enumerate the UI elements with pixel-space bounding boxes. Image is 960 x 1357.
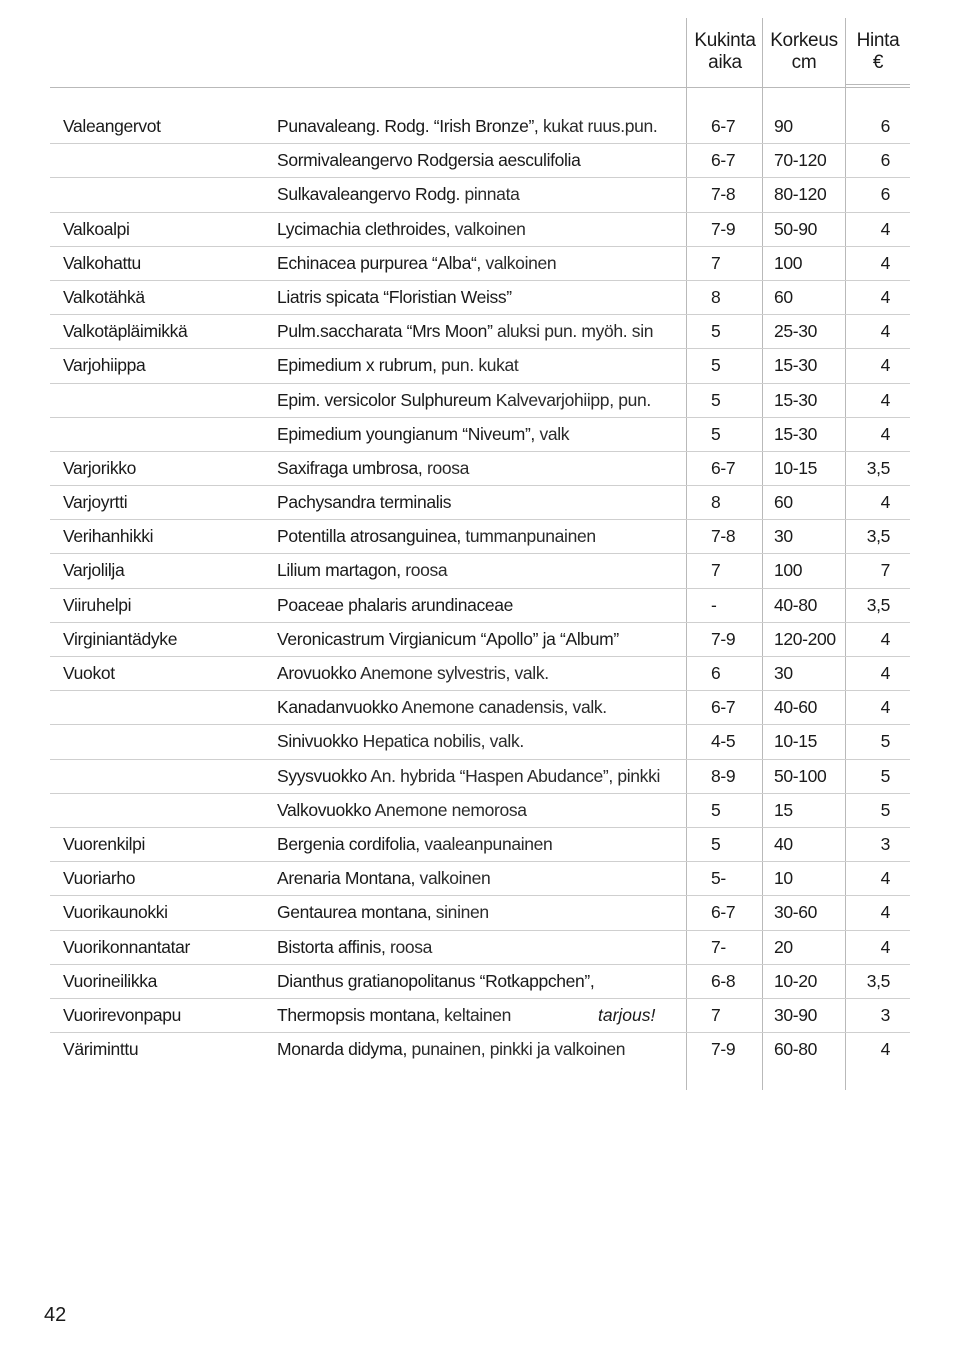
table-row (0, 314, 960, 348)
plant-height: 10-15 (774, 457, 818, 478)
price: 4 (880, 663, 890, 683)
price: 4 (880, 218, 890, 239)
price: 4 (880, 252, 890, 273)
price: 4 (880, 286, 890, 307)
price: 5 (880, 799, 890, 820)
table-row (0, 143, 960, 177)
bloom-time: 8 (711, 492, 721, 513)
price: 4 (880, 697, 890, 718)
table-row (0, 519, 960, 553)
price: 4 (880, 389, 890, 410)
plant-scientific-name: Saxifraga umbrosa, (277, 457, 423, 478)
table-row (0, 417, 960, 451)
plant-common-name: Valkotähkä (63, 286, 145, 307)
price-header-line1: Hinta (856, 30, 900, 51)
row-divider (50, 143, 910, 144)
bloom-time: 7 (711, 560, 721, 581)
plant-table (0, 109, 960, 1066)
plant-description (277, 390, 651, 410)
plant-height: 30 (774, 526, 793, 547)
plant-description-note: , keltainen (435, 1004, 512, 1025)
plant-scientific-name: Liatris spicata “Floristian Weiss” (277, 286, 512, 307)
plant-description (277, 663, 549, 683)
table-row (0, 656, 960, 690)
plant-height: 60-80 (774, 1039, 818, 1060)
plant-description (277, 184, 519, 204)
plant-description-note: valkoinen (480, 252, 557, 273)
row-divider (50, 588, 910, 589)
plant-common-name: Valkoalpi (63, 218, 130, 239)
bloom-time: 5 (711, 389, 721, 410)
bloom-time: 7 (711, 1004, 721, 1025)
plant-description (277, 253, 556, 273)
plant-description-note: punainen, pinkki ja valkoinen (406, 1039, 626, 1060)
price: 6 (880, 184, 890, 205)
plant-common-name: Varjorikko (63, 457, 137, 478)
plant-height: 30-90 (774, 1004, 818, 1025)
plant-description-note: An. hybrida “Haspen Abudance”, pinkki (366, 765, 661, 786)
plant-description (277, 902, 489, 922)
table-row (0, 485, 960, 519)
plant-description (277, 287, 512, 307)
plant-height: 10-15 (774, 731, 818, 752)
price: 4 (880, 321, 890, 342)
price-header-line2: € (872, 52, 884, 73)
table-row (0, 383, 960, 417)
table-row (0, 724, 960, 758)
bloom-time: 7 (711, 252, 721, 273)
row-divider (50, 622, 910, 623)
bloom-time: 6-7 (711, 697, 736, 718)
plant-height: 30 (774, 663, 793, 683)
height-header (765, 30, 843, 74)
plant-height: 15 (774, 799, 793, 820)
plant-description (277, 868, 490, 888)
table-row (0, 109, 960, 143)
plant-height: 70-120 (774, 150, 827, 171)
plant-common-name: Vuorirevonpapu (63, 1004, 182, 1025)
plant-description-note: Anemone sylvestris, valk. (356, 663, 549, 683)
bloom-time: 7-8 (711, 526, 736, 547)
table-row (0, 246, 960, 280)
table-row (0, 212, 960, 246)
bloom-time: 5 (711, 321, 721, 342)
plant-height: 15-30 (774, 389, 818, 410)
table-row (0, 553, 960, 587)
bloom-time: 5 (711, 833, 721, 854)
table-row (0, 861, 960, 895)
plant-description-note: Anemone nemorosa (371, 799, 527, 820)
plant-description (277, 424, 569, 444)
plant-height: 60 (774, 492, 793, 513)
plant-scientific-name: Valkovuokko (277, 799, 372, 820)
price: 3 (880, 833, 890, 854)
plant-description (277, 834, 552, 854)
plant-scientific-name: Bergenia cordifolia, (277, 833, 420, 854)
plant-description (277, 766, 660, 786)
table-row (0, 348, 960, 382)
plant-scientific-name: Monarda didyma, (277, 1039, 407, 1060)
price: 4 (880, 902, 890, 923)
plant-description-note: roosa (385, 936, 433, 957)
row-divider (50, 246, 910, 247)
plant-scientific-name: Poaceae phalaris arundinaceae (277, 594, 514, 615)
row-divider (50, 793, 910, 794)
plant-scientific-name: Punavaleang. Rodg. “Irish Bronze”, (277, 116, 539, 136)
plant-scientific-name: Veronicastrum Virgianicum “Apollo” ja “Album” (277, 628, 619, 649)
plant-description (277, 150, 580, 170)
bloom-time: 6-7 (711, 150, 736, 171)
bloom-time: 7-9 (711, 628, 736, 649)
price: 4 (880, 492, 890, 513)
plant-description (277, 219, 526, 239)
row-divider (50, 485, 910, 486)
plant-scientific-name: Sinivuokko (277, 731, 359, 752)
plant-scientific-name: Epimedium youngianum “Niveum”, (277, 423, 535, 444)
table-row (0, 827, 960, 861)
plant-scientific-name: Epim. versicolor Sulphureum (277, 389, 492, 410)
row-divider (50, 724, 910, 725)
plant-scientific-name: Lycimachia clethroides, (277, 218, 451, 239)
row-divider (50, 417, 910, 418)
price-header (848, 30, 908, 74)
plant-height: 10-20 (774, 970, 818, 991)
row-divider (50, 1032, 910, 1033)
bloom-time: 6-8 (711, 970, 736, 991)
row-divider (50, 314, 910, 315)
plant-height: 50-100 (774, 765, 827, 786)
plant-description-note: pun. kukat (436, 355, 519, 376)
row-divider (50, 553, 910, 554)
plant-description (277, 321, 653, 341)
plant-description (277, 116, 657, 136)
plant-description (277, 458, 469, 478)
offer-label: tarjous! (598, 1004, 656, 1025)
plant-description (277, 731, 524, 751)
plant-description-note: valkoinen (450, 218, 526, 239)
plant-scientific-name: Pachysandra terminalis (277, 492, 452, 513)
plant-description-note: roosa (422, 457, 469, 478)
plant-description (277, 526, 596, 546)
plant-description-note: valkoinen (415, 868, 491, 889)
plant-description (277, 492, 451, 512)
plant-height: 90 (774, 116, 793, 136)
table-row (0, 280, 960, 314)
bloom-time-header (691, 30, 759, 74)
table-top-rule (50, 87, 910, 88)
plant-common-name: Valkotäpläimikkä (63, 321, 188, 342)
row-divider (50, 998, 910, 999)
plant-description-note: pinnata (459, 184, 520, 205)
plant-common-name: Vuorikaunokki (63, 902, 168, 923)
plant-description (277, 560, 447, 580)
plant-description (277, 697, 607, 717)
plant-scientific-name: Bistorta affinis, (277, 936, 386, 957)
bloom-time: 7-9 (711, 1039, 736, 1060)
row-divider (50, 690, 910, 691)
plant-scientific-name: Sulkavaleangervo Rodg. (277, 184, 460, 205)
plant-height: 40-60 (774, 697, 818, 718)
price: 3,5 (866, 594, 890, 615)
plant-scientific-name: Lilium martagon, (277, 560, 401, 581)
row-divider (50, 656, 910, 657)
plant-height: 40 (774, 833, 793, 854)
plant-common-name: Valkohattu (63, 252, 141, 273)
price: 3 (880, 1004, 890, 1025)
plant-description-note: valk (534, 423, 570, 444)
plant-common-name: Viiruhelpi (63, 594, 132, 615)
table-row (0, 930, 960, 964)
plant-height: 50-90 (774, 218, 818, 239)
plant-description (277, 595, 513, 615)
plant-description (277, 1039, 625, 1059)
bloom-time: 7-9 (711, 218, 736, 239)
plant-common-name: Varjolilja (63, 560, 125, 581)
plant-height: 80-120 (774, 184, 827, 205)
plant-height: 25-30 (774, 321, 818, 342)
row-divider (50, 827, 910, 828)
height-header-line1: Korkeus (770, 30, 838, 51)
price: 3,5 (866, 526, 890, 547)
plant-height: 100 (774, 252, 803, 273)
plant-common-name: Vuokot (63, 663, 115, 683)
bloom-time: 6-7 (711, 902, 736, 923)
plant-scientific-name: Epimedium x rubrum, (277, 355, 437, 376)
price: 4 (880, 423, 890, 444)
row-divider (50, 895, 910, 896)
bloom-time: 6-7 (711, 116, 736, 136)
row-divider (50, 280, 910, 281)
plant-scientific-name: Arovuokko (277, 663, 357, 683)
row-divider (50, 930, 910, 931)
row-divider (50, 861, 910, 862)
plant-height: 40-80 (774, 594, 818, 615)
table-row (0, 1032, 960, 1066)
table-row (0, 793, 960, 827)
bloom-time: 8 (711, 286, 721, 307)
price: 3,5 (866, 970, 890, 991)
bloom-time: 5 (711, 799, 721, 820)
plant-scientific-name: Thermopsis montana (277, 1004, 436, 1025)
plant-description-note: roosa (400, 560, 448, 581)
plant-scientific-name: Syysvuokko (277, 765, 367, 786)
bloom-time: 7- (711, 936, 726, 957)
page-number: 42 (44, 1304, 67, 1326)
row-divider (50, 177, 910, 178)
plant-common-name: Varjoyrtti (63, 492, 128, 513)
table-row (0, 588, 960, 622)
plant-scientific-name: Pulm.saccharata “Mrs Moon” (277, 321, 493, 342)
row-divider (50, 519, 910, 520)
plant-common-name: Vuoriarho (63, 868, 136, 889)
plant-common-name: Vuorikonnantatar (63, 936, 191, 957)
plant-description (277, 629, 619, 649)
table-row (0, 759, 960, 793)
table-row (0, 895, 960, 929)
row-divider (50, 451, 910, 452)
plant-description (277, 800, 527, 820)
plant-common-name: Virginiantädyke (63, 628, 178, 649)
plant-height: 60 (774, 286, 793, 307)
plant-description-note: sininen (431, 902, 489, 923)
header-divider (845, 84, 910, 85)
plant-height: 20 (774, 936, 793, 957)
row-divider (50, 383, 910, 384)
bloom-time: 5 (711, 355, 721, 376)
table-row (0, 451, 960, 485)
plant-scientific-name: Echinacea purpurea “Alba“, (277, 252, 481, 273)
price: 4 (880, 355, 890, 376)
price: 4 (880, 868, 890, 889)
plant-description-note: Kalvevarjohiipp, pun. (491, 389, 651, 410)
plant-description (277, 971, 594, 991)
plant-common-name: Vuorineilikka (63, 970, 158, 991)
plant-description (277, 355, 518, 375)
plant-description-note: aluksi pun. myöh. sin (492, 321, 654, 342)
price: 4 (880, 936, 890, 957)
bloom-time: 4-5 (711, 731, 736, 752)
plant-common-name: Valeangervot (63, 116, 161, 136)
plant-scientific-name: Dianthus gratianopolitanus “Rotkappchen”, (277, 970, 595, 991)
price: 5 (880, 765, 890, 786)
plant-description-note: Anemone canadensis, valk. (397, 697, 607, 718)
bloom-time: 7-8 (711, 184, 736, 205)
height-header-line2: cm (791, 52, 817, 73)
plant-common-name: Varjohiippa (63, 355, 146, 376)
table-row (0, 998, 960, 1032)
plant-common-name: Verihanhikki (63, 526, 154, 547)
plant-scientific-name: Kanadanvuokko (277, 697, 398, 718)
plant-description-note: Hepatica nobilis, valk. (358, 731, 524, 752)
plant-description (277, 1005, 511, 1025)
row-divider (50, 964, 910, 965)
table-row (0, 622, 960, 656)
plant-scientific-name: Potentilla atrosanguinea, (277, 526, 461, 547)
price: 4 (880, 628, 890, 649)
bloom-time: - (711, 594, 717, 615)
bloom-time: 6-7 (711, 457, 736, 478)
bloom-header-line2: aika (708, 52, 742, 73)
row-divider (50, 348, 910, 349)
plant-height: 100 (774, 560, 803, 581)
plant-description-note: tummanpunainen (460, 526, 596, 547)
row-divider (50, 212, 910, 213)
plant-height: 10 (774, 868, 793, 889)
price: 7 (880, 560, 890, 581)
plant-description-note: vaaleanpunainen (419, 833, 553, 854)
plant-scientific-name: Sormivaleangervo Rodgersia aesculifolia (277, 150, 581, 171)
price: 6 (880, 150, 890, 171)
plant-common-name: Vuorenkilpi (63, 833, 146, 854)
bloom-time: 6 (711, 663, 721, 683)
plant-common-name: Väriminttu (63, 1039, 139, 1060)
price: 6 (880, 116, 890, 136)
price: 3,5 (866, 457, 890, 478)
price: 5 (880, 731, 890, 752)
plant-scientific-name: Arenaria Montana, (277, 868, 416, 889)
plant-height: 30-60 (774, 902, 818, 923)
bloom-time: 8-9 (711, 765, 736, 786)
plant-height: 120-200 (774, 628, 836, 649)
table-row (0, 690, 960, 724)
bloom-time: 5- (711, 868, 726, 889)
plant-height: 15-30 (774, 423, 818, 444)
price: 4 (880, 1039, 890, 1060)
plant-description (277, 937, 432, 957)
plant-height: 15-30 (774, 355, 818, 376)
bloom-header-line1: Kukinta (694, 30, 756, 51)
table-row (0, 177, 960, 211)
table-row (0, 964, 960, 998)
plant-scientific-name: Gentaurea montana, (277, 902, 432, 923)
row-divider (50, 759, 910, 760)
bloom-time: 5 (711, 423, 721, 444)
plant-description-note: kukat ruus.pun. (538, 116, 658, 136)
